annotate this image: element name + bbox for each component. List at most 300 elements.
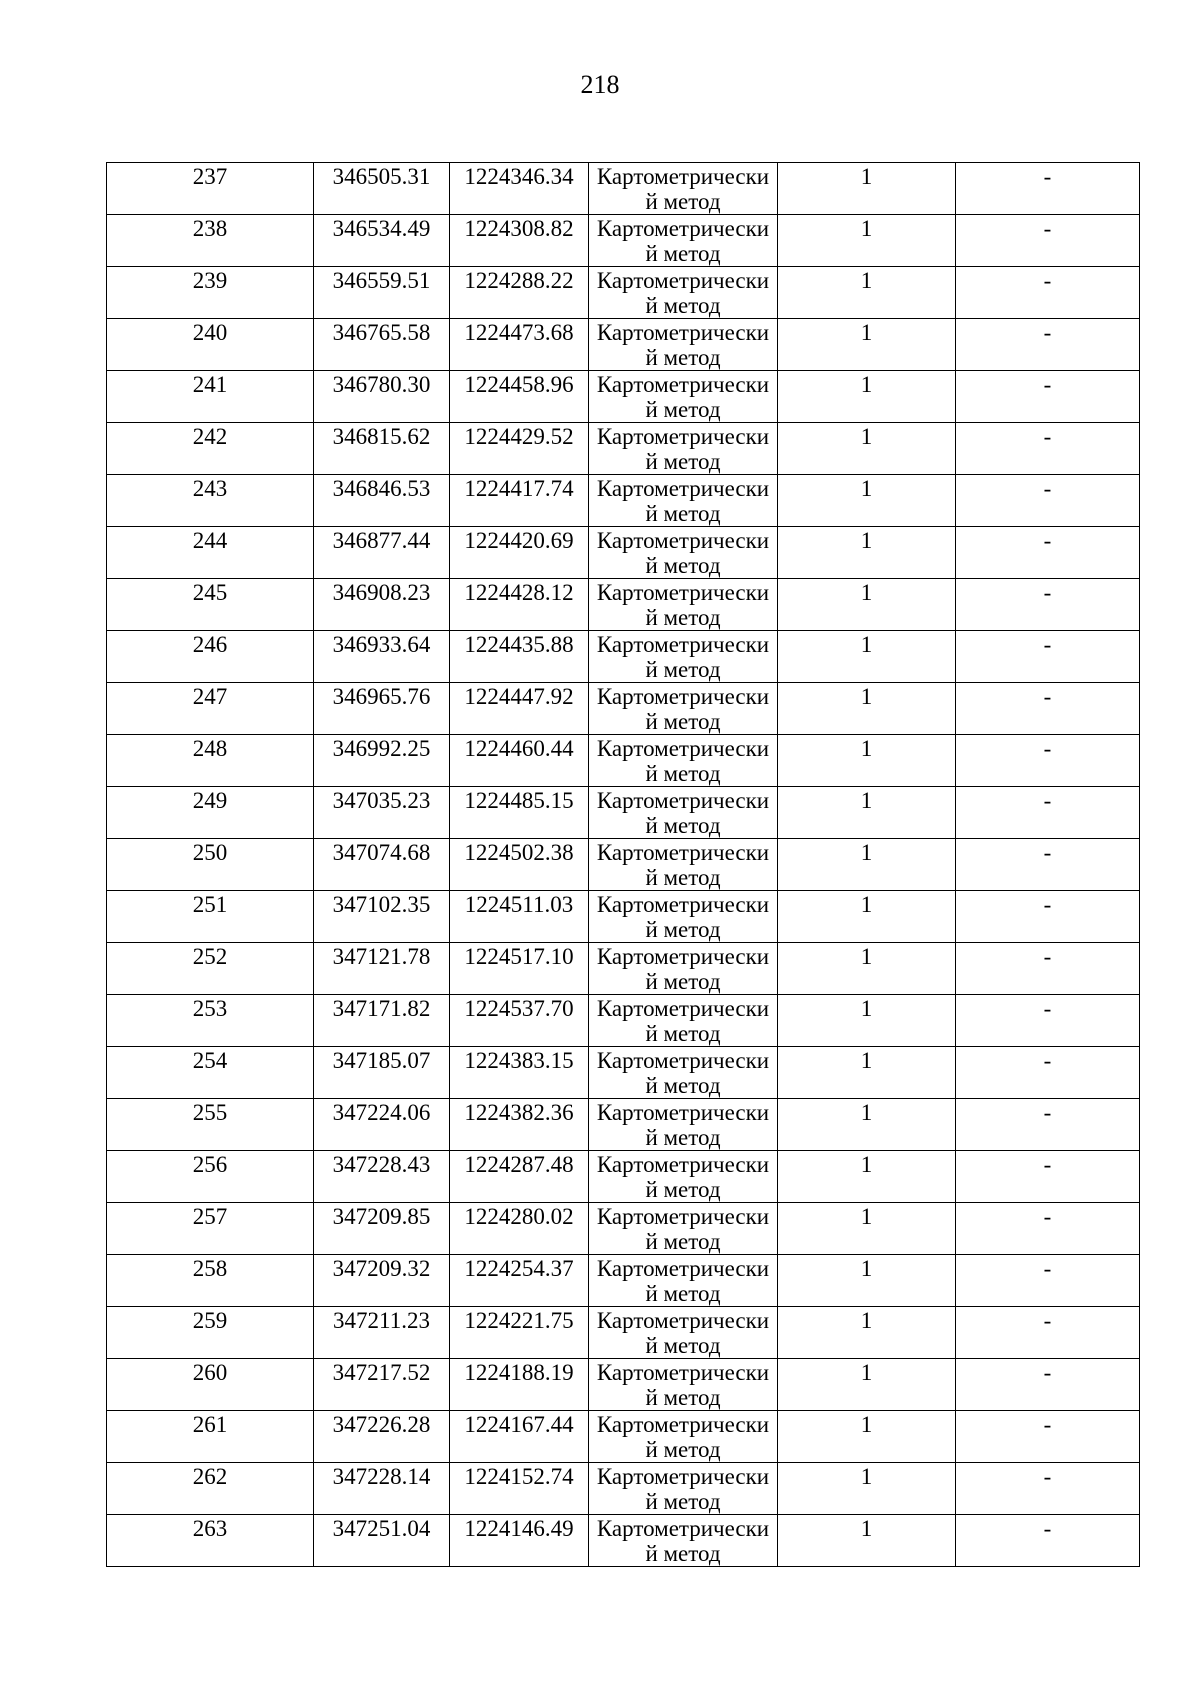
point-number-cell <box>107 1307 314 1359</box>
method-cell <box>589 1307 778 1359</box>
table-row <box>107 215 1140 267</box>
point-number-cell <box>107 995 314 1047</box>
method-cell <box>589 215 778 267</box>
note-text: - <box>1043 164 1052 189</box>
x-coordinate-text: 346780.30 <box>332 372 431 397</box>
x-coordinate-cell <box>314 683 450 735</box>
method-cell <box>589 163 778 215</box>
method-text: Картометрически й метод <box>596 1256 770 1306</box>
y-coordinate-cell <box>450 787 589 839</box>
x-coordinate-cell <box>314 1255 450 1307</box>
table-row <box>107 475 1140 527</box>
x-coordinate-text: 346765.58 <box>332 320 431 345</box>
y-coordinate-text: 1224447.92 <box>464 684 574 709</box>
accuracy-text: 1 <box>860 320 873 345</box>
point-number-text: 255 <box>192 1100 228 1125</box>
method-text: Картометрически й метод <box>596 580 770 630</box>
accuracy-text: 1 <box>860 788 873 813</box>
y-coordinate-text: 1224460.44 <box>464 736 574 761</box>
note-text: - <box>1043 1360 1052 1385</box>
x-coordinate-cell <box>314 1151 450 1203</box>
y-coordinate-cell <box>450 579 589 631</box>
y-coordinate-text: 1224485.15 <box>464 788 574 813</box>
accuracy-text: 1 <box>860 268 873 293</box>
x-coordinate-cell <box>314 735 450 787</box>
point-number-text: 263 <box>192 1516 228 1541</box>
method-text: Картометрически й метод <box>596 1360 770 1410</box>
table-row <box>107 683 1140 735</box>
method-text: Картометрически й метод <box>596 632 770 682</box>
note-cell <box>956 735 1140 787</box>
y-coordinate-cell <box>450 1047 589 1099</box>
table-row <box>107 267 1140 319</box>
note-cell <box>956 839 1140 891</box>
point-number-text: 252 <box>192 944 228 969</box>
y-coordinate-cell <box>450 631 589 683</box>
note-cell <box>956 995 1140 1047</box>
point-number-text: 243 <box>192 476 228 501</box>
y-coordinate-cell <box>450 215 589 267</box>
x-coordinate-text: 346505.31 <box>332 164 431 189</box>
y-coordinate-cell <box>450 891 589 943</box>
point-number-text: 241 <box>192 372 228 397</box>
method-text: Картометрически й метод <box>596 840 770 890</box>
accuracy-cell <box>778 1463 956 1515</box>
accuracy-text: 1 <box>860 372 873 397</box>
point-number-text: 253 <box>192 996 228 1021</box>
accuracy-text: 1 <box>860 476 873 501</box>
point-number-text: 251 <box>192 892 228 917</box>
note-cell <box>956 1359 1140 1411</box>
method-cell <box>589 423 778 475</box>
y-coordinate-text: 1224429.52 <box>464 424 574 449</box>
method-cell <box>589 1411 778 1463</box>
accuracy-text: 1 <box>860 944 873 969</box>
table-row <box>107 735 1140 787</box>
x-coordinate-cell <box>314 579 450 631</box>
x-coordinate-cell <box>314 787 450 839</box>
x-coordinate-text: 347121.78 <box>332 944 431 969</box>
note-text: - <box>1043 892 1052 917</box>
point-number-text: 256 <box>192 1152 228 1177</box>
x-coordinate-cell <box>314 1203 450 1255</box>
table-row <box>107 1359 1140 1411</box>
table-row <box>107 1151 1140 1203</box>
note-cell <box>956 787 1140 839</box>
accuracy-text: 1 <box>860 996 873 1021</box>
method-text: Картометрически й метод <box>596 892 770 942</box>
accuracy-cell <box>778 891 956 943</box>
x-coordinate-text: 346908.23 <box>332 580 431 605</box>
note-text: - <box>1043 944 1052 969</box>
point-number-cell <box>107 891 314 943</box>
method-text: Картометрически й метод <box>596 476 770 526</box>
table-row <box>107 1307 1140 1359</box>
x-coordinate-text: 346559.51 <box>332 268 431 293</box>
accuracy-cell <box>778 787 956 839</box>
note-cell <box>956 475 1140 527</box>
y-coordinate-cell <box>450 163 589 215</box>
y-coordinate-cell <box>450 1411 589 1463</box>
y-coordinate-cell <box>450 475 589 527</box>
x-coordinate-cell <box>314 891 450 943</box>
accuracy-text: 1 <box>860 1360 873 1385</box>
x-coordinate-cell <box>314 163 450 215</box>
note-cell <box>956 1203 1140 1255</box>
point-number-cell <box>107 319 314 371</box>
x-coordinate-cell <box>314 527 450 579</box>
note-text: - <box>1043 788 1052 813</box>
accuracy-cell <box>778 1411 956 1463</box>
table-row <box>107 163 1140 215</box>
table-row <box>107 423 1140 475</box>
y-coordinate-text: 1224502.38 <box>464 840 574 865</box>
x-coordinate-cell <box>314 371 450 423</box>
note-text: - <box>1043 372 1052 397</box>
table-row <box>107 995 1140 1047</box>
x-coordinate-text: 346846.53 <box>332 476 431 501</box>
point-number-text: 238 <box>192 216 228 241</box>
method-cell <box>589 267 778 319</box>
x-coordinate-cell <box>314 215 450 267</box>
method-text: Картометрически й метод <box>596 216 770 266</box>
point-number-text: 248 <box>192 736 228 761</box>
point-number-text: 240 <box>192 320 228 345</box>
table-row <box>107 839 1140 891</box>
accuracy-text: 1 <box>860 216 873 241</box>
point-number-cell <box>107 839 314 891</box>
x-coordinate-cell <box>314 631 450 683</box>
note-cell <box>956 579 1140 631</box>
point-number-text: 262 <box>192 1464 228 1489</box>
method-text: Картометрически й метод <box>596 1048 770 1098</box>
accuracy-text: 1 <box>860 1152 873 1177</box>
note-text: - <box>1043 684 1052 709</box>
method-cell <box>589 1047 778 1099</box>
point-number-cell <box>107 1099 314 1151</box>
note-cell <box>956 1411 1140 1463</box>
point-number-cell <box>107 1047 314 1099</box>
method-text: Картометрически й метод <box>596 1412 770 1462</box>
method-cell <box>589 891 778 943</box>
accuracy-text: 1 <box>860 736 873 761</box>
method-cell <box>589 527 778 579</box>
accuracy-cell <box>778 943 956 995</box>
y-coordinate-text: 1224517.10 <box>464 944 574 969</box>
x-coordinate-text: 347224.06 <box>332 1100 431 1125</box>
point-number-cell <box>107 787 314 839</box>
x-coordinate-text: 347228.14 <box>332 1464 431 1489</box>
accuracy-cell <box>778 995 956 1047</box>
table-row <box>107 1411 1140 1463</box>
accuracy-cell <box>778 319 956 371</box>
point-number-cell <box>107 1411 314 1463</box>
point-number-cell <box>107 1463 314 1515</box>
y-coordinate-cell <box>450 1359 589 1411</box>
point-number-text: 261 <box>192 1412 228 1437</box>
y-coordinate-cell <box>450 527 589 579</box>
note-cell <box>956 1099 1140 1151</box>
note-cell <box>956 943 1140 995</box>
accuracy-cell <box>778 839 956 891</box>
note-text: - <box>1043 320 1052 345</box>
accuracy-text: 1 <box>860 1464 873 1489</box>
method-cell <box>589 579 778 631</box>
x-coordinate-text: 347211.23 <box>333 1308 430 1333</box>
accuracy-text: 1 <box>860 1048 873 1073</box>
accuracy-text: 1 <box>860 164 873 189</box>
accuracy-text: 1 <box>860 1412 873 1437</box>
y-coordinate-cell <box>450 1099 589 1151</box>
method-cell <box>589 1151 778 1203</box>
point-number-text: 242 <box>192 424 228 449</box>
x-coordinate-cell <box>314 1307 450 1359</box>
y-coordinate-cell <box>450 1151 589 1203</box>
point-number-text: 237 <box>192 164 228 189</box>
method-text: Картометрически й метод <box>596 164 770 214</box>
point-number-text: 260 <box>192 1360 228 1385</box>
accuracy-cell <box>778 371 956 423</box>
note-text: - <box>1043 1516 1052 1541</box>
x-coordinate-text: 346965.76 <box>332 684 431 709</box>
point-number-text: 244 <box>192 528 228 553</box>
table-row <box>107 891 1140 943</box>
y-coordinate-cell <box>450 1307 589 1359</box>
method-text: Картометрически й метод <box>596 1204 770 1254</box>
x-coordinate-text: 347251.04 <box>332 1516 431 1541</box>
x-coordinate-cell <box>314 839 450 891</box>
accuracy-text: 1 <box>860 632 873 657</box>
note-text: - <box>1043 840 1052 865</box>
method-text: Картометрически й метод <box>596 528 770 578</box>
y-coordinate-text: 1224280.02 <box>464 1204 574 1229</box>
method-cell <box>589 1255 778 1307</box>
method-text: Картометрически й метод <box>596 788 770 838</box>
point-number-text: 254 <box>192 1048 228 1073</box>
point-number-cell <box>107 1359 314 1411</box>
method-cell <box>589 1099 778 1151</box>
method-cell <box>589 1515 778 1567</box>
method-cell <box>589 1203 778 1255</box>
x-coordinate-text: 347074.68 <box>332 840 431 865</box>
point-number-cell <box>107 423 314 475</box>
note-text: - <box>1043 476 1052 501</box>
table-row <box>107 943 1140 995</box>
accuracy-cell <box>778 1099 956 1151</box>
y-coordinate-text: 1224511.03 <box>464 892 574 917</box>
note-cell <box>956 371 1140 423</box>
y-coordinate-text: 1224382.36 <box>464 1100 574 1125</box>
note-cell <box>956 267 1140 319</box>
note-text: - <box>1043 1308 1052 1333</box>
y-coordinate-cell <box>450 1463 589 1515</box>
point-number-cell <box>107 163 314 215</box>
method-cell <box>589 839 778 891</box>
y-coordinate-text: 1224254.37 <box>464 1256 574 1281</box>
method-text: Картометрически й метод <box>596 684 770 734</box>
method-text: Картометрически й метод <box>596 424 770 474</box>
y-coordinate-cell <box>450 1255 589 1307</box>
y-coordinate-text: 1224458.96 <box>464 372 574 397</box>
coordinates-table <box>106 162 1140 1567</box>
y-coordinate-text: 1224428.12 <box>464 580 574 605</box>
point-number-cell <box>107 1203 314 1255</box>
method-text: Картометрически й метод <box>596 268 770 318</box>
accuracy-cell <box>778 579 956 631</box>
note-text: - <box>1043 580 1052 605</box>
point-number-cell <box>107 371 314 423</box>
note-text: - <box>1043 1256 1052 1281</box>
point-number-cell <box>107 1515 314 1567</box>
point-number-cell <box>107 475 314 527</box>
accuracy-cell <box>778 1307 956 1359</box>
y-coordinate-cell <box>450 735 589 787</box>
note-text: - <box>1043 1412 1052 1437</box>
accuracy-text: 1 <box>860 1204 873 1229</box>
note-cell <box>956 1463 1140 1515</box>
method-text: Картометрически й метод <box>596 1464 770 1514</box>
method-text: Картометрически й метод <box>596 1100 770 1150</box>
method-cell <box>589 319 778 371</box>
point-number-cell <box>107 631 314 683</box>
point-number-text: 257 <box>192 1204 228 1229</box>
x-coordinate-cell <box>314 1463 450 1515</box>
y-coordinate-text: 1224287.48 <box>464 1152 574 1177</box>
y-coordinate-text: 1224146.49 <box>464 1516 574 1541</box>
x-coordinate-text: 347102.35 <box>332 892 431 917</box>
x-coordinate-cell <box>314 1099 450 1151</box>
accuracy-cell <box>778 423 956 475</box>
y-coordinate-text: 1224188.19 <box>464 1360 574 1385</box>
y-coordinate-text: 1224383.15 <box>464 1048 574 1073</box>
accuracy-cell <box>778 1515 956 1567</box>
x-coordinate-cell <box>314 319 450 371</box>
point-number-text: 247 <box>192 684 228 709</box>
table-row <box>107 1515 1140 1567</box>
accuracy-text: 1 <box>860 1256 873 1281</box>
y-coordinate-text: 1224537.70 <box>464 996 574 1021</box>
note-cell <box>956 1255 1140 1307</box>
method-cell <box>589 475 778 527</box>
method-cell <box>589 371 778 423</box>
note-cell <box>956 631 1140 683</box>
x-coordinate-text: 346992.25 <box>332 736 431 761</box>
x-coordinate-text: 347209.85 <box>332 1204 431 1229</box>
accuracy-text: 1 <box>860 892 873 917</box>
accuracy-cell <box>778 631 956 683</box>
coordinates-table-body <box>107 163 1140 1567</box>
note-cell <box>956 163 1140 215</box>
point-number-cell <box>107 579 314 631</box>
x-coordinate-text: 347171.82 <box>332 996 431 1021</box>
accuracy-cell <box>778 1047 956 1099</box>
point-number-cell <box>107 267 314 319</box>
y-coordinate-cell <box>450 995 589 1047</box>
table-row <box>107 527 1140 579</box>
y-coordinate-cell <box>450 319 589 371</box>
note-text: - <box>1043 1048 1052 1073</box>
table-row <box>107 579 1140 631</box>
method-cell <box>589 787 778 839</box>
x-coordinate-text: 347228.43 <box>332 1152 431 1177</box>
y-coordinate-text: 1224420.69 <box>464 528 574 553</box>
point-number-cell <box>107 735 314 787</box>
point-number-text: 246 <box>192 632 228 657</box>
accuracy-text: 1 <box>860 424 873 449</box>
table-row <box>107 1099 1140 1151</box>
table-row <box>107 1047 1140 1099</box>
point-number-cell <box>107 683 314 735</box>
point-number-cell <box>107 527 314 579</box>
method-text: Картометрически й метод <box>596 1308 770 1358</box>
point-number-cell <box>107 215 314 267</box>
point-number-text: 258 <box>192 1256 228 1281</box>
x-coordinate-cell <box>314 1359 450 1411</box>
x-coordinate-cell <box>314 475 450 527</box>
note-text: - <box>1043 1464 1052 1489</box>
table-row <box>107 1255 1140 1307</box>
method-cell <box>589 1359 778 1411</box>
note-text: - <box>1043 736 1052 761</box>
note-text: - <box>1043 996 1052 1021</box>
y-coordinate-text: 1224308.82 <box>464 216 574 241</box>
note-text: - <box>1043 424 1052 449</box>
note-cell <box>956 527 1140 579</box>
accuracy-text: 1 <box>860 684 873 709</box>
table-row <box>107 371 1140 423</box>
accuracy-cell <box>778 1359 956 1411</box>
accuracy-cell <box>778 683 956 735</box>
accuracy-text: 1 <box>860 840 873 865</box>
y-coordinate-cell <box>450 423 589 475</box>
x-coordinate-cell <box>314 1047 450 1099</box>
accuracy-cell <box>778 1151 956 1203</box>
y-coordinate-text: 1224435.88 <box>464 632 574 657</box>
x-coordinate-cell <box>314 423 450 475</box>
table-row <box>107 319 1140 371</box>
y-coordinate-cell <box>450 267 589 319</box>
method-text: Картометрически й метод <box>596 1516 770 1566</box>
method-text: Картометрически й метод <box>596 372 770 422</box>
y-coordinate-text: 1224288.22 <box>464 268 574 293</box>
note-text: - <box>1043 268 1052 293</box>
point-number-text: 245 <box>192 580 228 605</box>
x-coordinate-text: 347185.07 <box>332 1048 431 1073</box>
note-cell <box>956 319 1140 371</box>
accuracy-text: 1 <box>860 580 873 605</box>
point-number-text: 250 <box>192 840 228 865</box>
y-coordinate-text: 1224167.44 <box>464 1412 574 1437</box>
x-coordinate-text: 347209.32 <box>332 1256 431 1281</box>
method-text: Картометрически й метод <box>596 996 770 1046</box>
table-row <box>107 1203 1140 1255</box>
accuracy-cell <box>778 475 956 527</box>
y-coordinate-text: 1224417.74 <box>464 476 574 501</box>
x-coordinate-cell <box>314 1411 450 1463</box>
x-coordinate-text: 347226.28 <box>332 1412 431 1437</box>
y-coordinate-cell <box>450 683 589 735</box>
accuracy-cell <box>778 1203 956 1255</box>
note-text: - <box>1043 1152 1052 1177</box>
x-coordinate-cell <box>314 267 450 319</box>
table-row <box>107 1463 1140 1515</box>
table-row <box>107 787 1140 839</box>
y-coordinate-cell <box>450 943 589 995</box>
method-text: Картометрически й метод <box>596 736 770 786</box>
method-cell <box>589 943 778 995</box>
note-text: - <box>1043 632 1052 657</box>
y-coordinate-text: 1224221.75 <box>464 1308 574 1333</box>
